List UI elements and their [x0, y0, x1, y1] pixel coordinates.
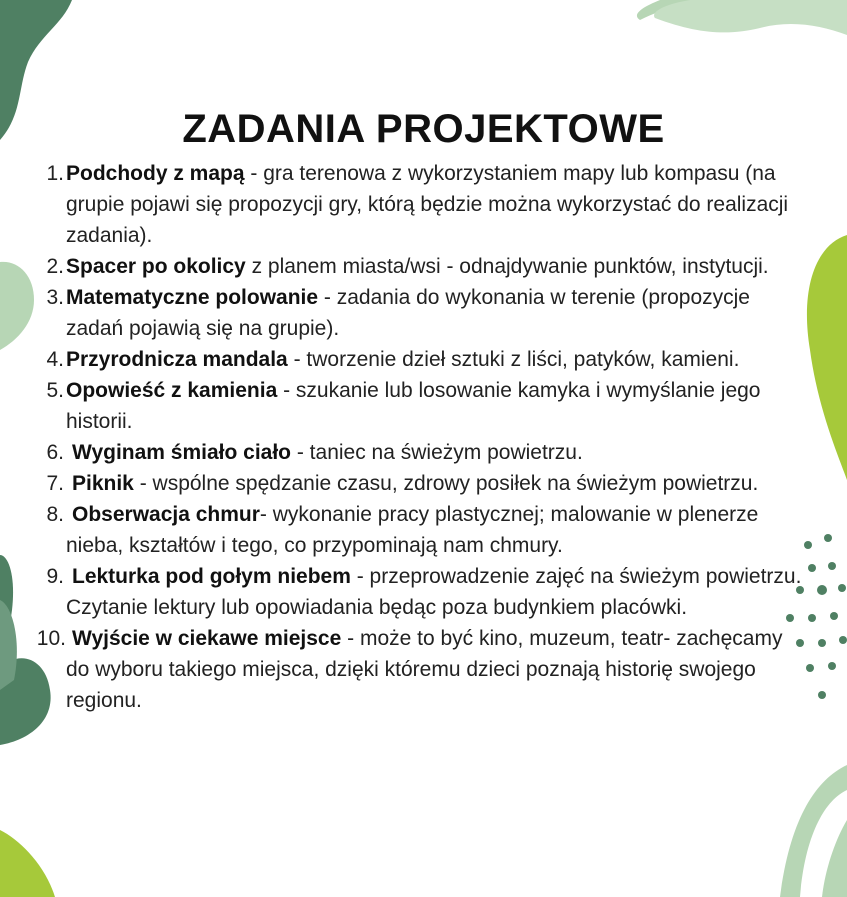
task-description: - przeprowadzenie zajęć na świeżym powietrzu. Czytanie lektury lub opowiadania będąc poza budynkiem placówki.: [66, 565, 802, 619]
task-list: [20, 158, 810, 716]
task-name: Przyrodnicza mandala: [66, 348, 288, 371]
task-item-2: [20, 251, 810, 282]
task-name: Wyginam śmiało ciało: [72, 441, 292, 464]
task-description: - szukanie lub losowanie kamyka i wymyślanie jego historii.: [66, 379, 761, 433]
right-lime-blob-shape: [807, 235, 847, 480]
task-number: 6.: [46, 441, 64, 464]
task-item-6: [20, 437, 810, 468]
task-name: Podchody z mapą: [66, 162, 245, 185]
task-name: Piknik: [72, 472, 134, 495]
task-number: 5.: [46, 379, 64, 402]
task-number: 9.: [46, 565, 64, 588]
task-item-9: [20, 561, 810, 623]
task-description: z planem miasta/wsi - odnajdywanie punktów, instytucji.: [245, 255, 769, 278]
task-description: - wspólne spędzanie czasu, zdrowy posiłek na świeżym powietrzu.: [133, 472, 759, 495]
task-description: - może to być kino, muzeum, teatr- zachęcamy do wyboru takiego miejsca, dzięki któremu dzieci poznają historię swojego regionu.: [66, 627, 783, 712]
task-item-10: [20, 623, 810, 716]
task-name: Matematyczne polowanie: [66, 286, 319, 309]
task-number: 3.: [46, 286, 64, 309]
task-name: Wyjście w ciekawe miejsce: [72, 627, 342, 650]
task-name: Opowieść z kamienia: [66, 379, 278, 402]
task-description: - gra terenowa z wykorzystaniem mapy lub kompasu (na grupie pojawi się propozycji gry, którą będzie można wykorzystać do realizacji zadania).: [66, 162, 789, 247]
task-description: - wykonanie pracy plastycznej; malowanie w plenerze nieba, kształtów i tego, co przypominają nam chmury.: [66, 503, 759, 557]
task-number: 4.: [46, 348, 64, 371]
left-mid-leaf-shape: [0, 600, 17, 690]
task-item-8: [20, 499, 810, 561]
task-description: - taniec na świeżym powietrzu.: [291, 441, 583, 464]
task-number: 7.: [46, 472, 64, 495]
bottom-left-lime-shape: [0, 830, 55, 897]
task-name: Spacer po okolicy: [66, 255, 246, 278]
bottom-right-wave-shape-2: [822, 820, 847, 897]
task-number: 2.: [46, 255, 64, 278]
task-description: - zadania do wykonania w terenie (propozycje zadań pojawią się na grupie).: [66, 286, 750, 340]
task-item-5: [20, 375, 810, 437]
task-number: 1.: [46, 162, 64, 185]
task-description: - tworzenie dzieł sztuki z liści, patyków, kamieni.: [287, 348, 740, 371]
task-number: 10.: [36, 627, 66, 650]
top-right-wave-shape: [654, 0, 847, 35]
task-item-7: [20, 468, 810, 499]
task-item-3: [20, 282, 810, 344]
task-item-1: [20, 158, 810, 251]
task-number: 8.: [46, 503, 64, 526]
task-name: Obserwacja chmur: [72, 503, 260, 526]
page-title: ZADANIA PROJEKTOWE: [182, 106, 665, 151]
task-name: Lekturka pod gołym niebem: [72, 565, 351, 588]
task-item-4: [20, 344, 810, 375]
